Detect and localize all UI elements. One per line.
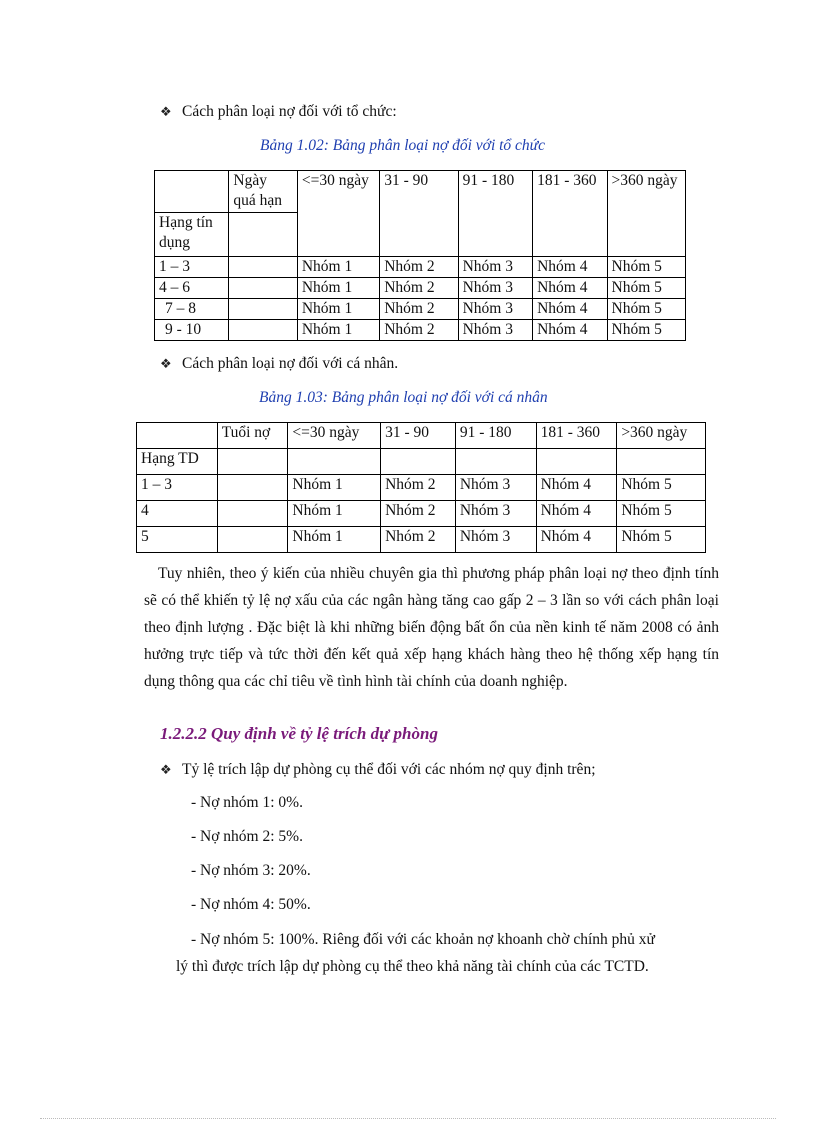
column-header: <=30 ngày bbox=[297, 171, 379, 257]
cell: Nhóm 3 bbox=[458, 257, 532, 278]
empty-cell bbox=[229, 278, 297, 299]
empty-corner-cell bbox=[155, 171, 229, 213]
cell: Nhóm 1 bbox=[288, 527, 381, 553]
cell: Nhóm 3 bbox=[458, 320, 532, 341]
row-header-credit-rank: Hạng tín dụng bbox=[155, 213, 229, 257]
empty-cell bbox=[229, 320, 297, 341]
individual-debt-table bbox=[136, 422, 706, 553]
table-caption: Bảng 1.03: Bảng phân loại nợ đối với cá nhân bbox=[259, 389, 548, 406]
cell: Nhóm 5 bbox=[617, 527, 706, 553]
row-label: 7 – 8 bbox=[155, 299, 229, 320]
row-label: 5 bbox=[137, 527, 218, 553]
row-label: 1 – 3 bbox=[155, 257, 229, 278]
column-header-debt-age: Tuổi nợ bbox=[217, 423, 288, 449]
list-item: - Nợ nhóm 5: 100%. Riêng đối với các khoản nợ khoanh chờ chính phủ xử bbox=[191, 931, 655, 948]
diamond-bullet-icon: ❖ bbox=[160, 356, 172, 371]
empty-cell bbox=[229, 299, 297, 320]
cell: Nhóm 4 bbox=[533, 278, 607, 299]
column-header: 181 - 360 bbox=[536, 423, 617, 449]
list-item: - Nợ nhóm 3: 20%. bbox=[191, 862, 311, 879]
cell: Nhóm 5 bbox=[607, 299, 685, 320]
cell: Nhóm 4 bbox=[536, 527, 617, 553]
cell: Nhóm 3 bbox=[455, 475, 536, 501]
empty-cell bbox=[217, 501, 288, 527]
cell: Nhóm 1 bbox=[288, 501, 381, 527]
cell: Nhóm 5 bbox=[617, 475, 706, 501]
cell: Nhóm 4 bbox=[536, 475, 617, 501]
cell: Nhóm 5 bbox=[617, 501, 706, 527]
column-header: 181 - 360 bbox=[533, 171, 607, 257]
cell: Nhóm 5 bbox=[607, 257, 685, 278]
empty-cell bbox=[217, 475, 288, 501]
column-header: 91 - 180 bbox=[455, 423, 536, 449]
empty-cell bbox=[229, 213, 297, 257]
cell: Nhóm 2 bbox=[380, 299, 458, 320]
empty-cell bbox=[381, 449, 456, 475]
column-header: 31 - 90 bbox=[381, 423, 456, 449]
bullet-item-organization bbox=[160, 103, 397, 121]
empty-cell bbox=[229, 257, 297, 278]
row-label: 4 – 6 bbox=[155, 278, 229, 299]
cell: Nhóm 4 bbox=[533, 299, 607, 320]
cell: Nhóm 2 bbox=[380, 320, 458, 341]
table-row bbox=[155, 257, 686, 278]
organization-debt-table bbox=[154, 170, 686, 341]
row-label: 9 - 10 bbox=[155, 320, 229, 341]
cell: Nhóm 3 bbox=[455, 501, 536, 527]
column-header: >360 ngày bbox=[617, 423, 706, 449]
table-row bbox=[155, 278, 686, 299]
cell: Nhóm 5 bbox=[607, 320, 685, 341]
row-label: 4 bbox=[137, 501, 218, 527]
table-caption: Bảng 1.02: Bảng phân loại nợ đối với tổ chức bbox=[260, 137, 546, 154]
cell: Nhóm 1 bbox=[297, 257, 379, 278]
cell: Nhóm 4 bbox=[533, 257, 607, 278]
cell: Nhóm 3 bbox=[458, 278, 532, 299]
bullet-item-individual bbox=[160, 355, 398, 373]
bullet-text: Cách phân loại nợ đối với cá nhân. bbox=[182, 355, 399, 372]
empty-corner-cell bbox=[137, 423, 218, 449]
list-item-continuation: lý thì được trích lập dự phòng cụ thể theo khả năng tài chính của các TCTD. bbox=[176, 958, 649, 975]
table-row bbox=[137, 475, 706, 501]
cell: Nhóm 2 bbox=[381, 475, 456, 501]
column-header: 31 - 90 bbox=[380, 171, 458, 257]
list-item: - Nợ nhóm 4: 50%. bbox=[191, 896, 311, 913]
cell: Nhóm 4 bbox=[536, 501, 617, 527]
column-header: >360 ngày bbox=[607, 171, 685, 257]
cell: Nhóm 4 bbox=[533, 320, 607, 341]
page-footer-divider bbox=[40, 1118, 776, 1119]
column-header: <=30 ngày bbox=[288, 423, 381, 449]
bullet-text: Cách phân loại nợ đối với tổ chức: bbox=[182, 103, 397, 120]
cell: Nhóm 2 bbox=[381, 527, 456, 553]
column-header: 91 - 180 bbox=[458, 171, 532, 257]
empty-cell bbox=[217, 527, 288, 553]
diamond-bullet-icon: ❖ bbox=[160, 104, 172, 119]
table-row bbox=[155, 299, 686, 320]
list-item: - Nợ nhóm 2: 5%. bbox=[191, 828, 303, 845]
list-item: - Nợ nhóm 1: 0%. bbox=[191, 794, 303, 811]
diamond-bullet-icon: ❖ bbox=[160, 762, 172, 777]
table-row bbox=[137, 527, 706, 553]
empty-cell bbox=[536, 449, 617, 475]
bullet-text: Tỷ lệ trích lập dự phòng cụ thể đối với các nhóm nợ quy định trên; bbox=[182, 761, 596, 778]
empty-cell bbox=[217, 449, 288, 475]
empty-cell bbox=[455, 449, 536, 475]
row-header-credit-rank: Hạng TD bbox=[137, 449, 218, 475]
table-row bbox=[137, 501, 706, 527]
cell: Nhóm 3 bbox=[458, 299, 532, 320]
cell: Nhóm 2 bbox=[381, 501, 456, 527]
body-paragraph: Tuy nhiên, theo ý kiến của nhiều chuyên gia thì phương pháp phân loại nợ theo định tính sẽ có thể khiến tỷ lệ nợ xấu của các ngân hàng tăng cao gấp 2 – 3 lần so với cách phân loại theo định lượng . Đặc biệt là khi những biến động bất ổn của nền kinh tế năm 2008 có ảnh hưởng trực tiếp và tức thời đến kết quả xếp hạng khách hàng theo hệ thống xếp hạng tín dụng thông qua các chỉ tiêu về tình hình tài chính của doanh nghiệp. bbox=[144, 565, 719, 690]
cell: Nhóm 3 bbox=[455, 527, 536, 553]
cell: Nhóm 2 bbox=[380, 278, 458, 299]
table-row bbox=[155, 320, 686, 341]
bullet-item-provision-rate bbox=[160, 761, 596, 779]
cell: Nhóm 1 bbox=[297, 320, 379, 341]
column-header-overdue: Ngày quá hạn bbox=[229, 171, 297, 213]
cell: Nhóm 1 bbox=[288, 475, 381, 501]
row-label: 1 – 3 bbox=[137, 475, 218, 501]
cell: Nhóm 2 bbox=[380, 257, 458, 278]
cell: Nhóm 1 bbox=[297, 278, 379, 299]
empty-cell bbox=[288, 449, 381, 475]
empty-cell bbox=[617, 449, 706, 475]
cell: Nhóm 5 bbox=[607, 278, 685, 299]
cell: Nhóm 1 bbox=[297, 299, 379, 320]
section-heading: 1.2.2.2 Quy định về tỷ lệ trích dự phòng bbox=[160, 724, 438, 743]
